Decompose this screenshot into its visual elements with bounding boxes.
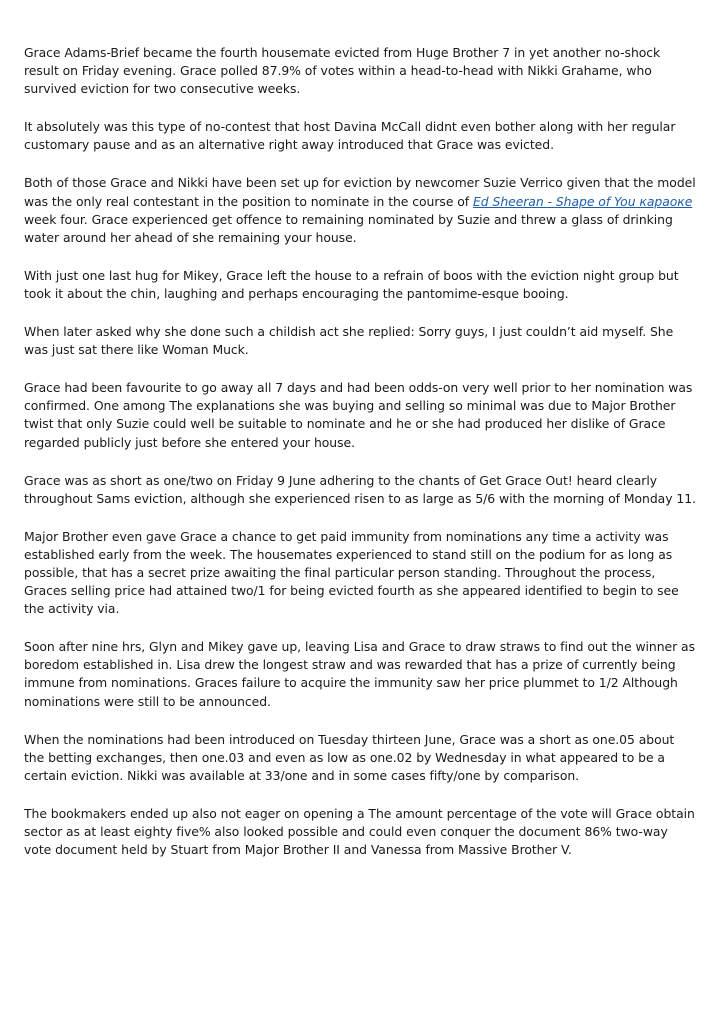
paragraph-1: Grace Adams-Brief became the fourth housemate evicted from Huge Brother 7 in yet another no-shock result on Friday evening. Grace polled 87.9% of votes within a head-to-head with Nikki Grahame, who survived eviction for two consecutive weeks.: [24, 45, 661, 97]
song-link[interactable]: Ed Sheeran - Shape of You караоке: [473, 193, 693, 209]
paragraph-3-text-before: Both of those Grace and Nikki have been set up for eviction by newcomer Suzie Verrico given that the model was the only real contestant in the position to nominate in the course of: [24, 175, 696, 209]
paragraph-9: Soon after nine hrs, Glyn and Mikey gave up, leaving Lisa and Grace to draw straws to find out the winner as boredom established in. Lisa drew the longest straw and was rewarded that has a prize of currently being immune from nominations. Graces failure to acquire the immunity saw her price plummet to 1/2 Although nominations were still to be announced.: [24, 639, 695, 709]
paragraph-8: Major Brother even gave Grace a chance to get paid immunity from nominations any time a activity was established early from the week. The housemates experienced to stand still on the podium for as long as possible, that has a secret prize awaiting the final particular person standing. Throughout the process, Graces selling price had attained two/1 for being evicted fourth as she appeared identified to begin to see the activity via.: [24, 528, 679, 617]
paragraph-5: When later asked why she done such a childish act she replied: Sorry guys, I just couldn’t aid myself. She was just sat there like Woman Muck.: [24, 324, 674, 358]
paragraph-7: Grace was as short as one/two on Friday 9 June adhering to the chants of Get Grace Out! heard clearly throughout Sams eviction, although she experienced risen to as large as 5/6 with the morning of Monday 11.: [24, 472, 696, 506]
paragraph-10: When the nominations had been introduced on Tuesday thirteen June, Grace was a short as one.05 about the betting exchanges, then one.03 and even as low as one.02 by Wednesday in what appeared to be a certain eviction. Nikki was available at 33/one and in some cases fifty/one by comparison.: [24, 731, 675, 783]
paragraph-6: Grace had been favourite to go away all 7 days and had been odds-on very well prior to her nomination was confirmed. One among The explanations she was buying and selling so minimal was due to Major Brother twist that only Suzie could well be suitable to nominate and he or she had produced her dislike of Grace regarded publicly just before she entered your house.: [24, 380, 693, 450]
paragraph-4: With just one last hug for Mikey, Grace left the house to a refrain of boos with the eviction night group but took it about the chin, laughing and perhaps encouraging the pantomime-esque booing.: [24, 267, 679, 301]
paragraph-3: [24, 174, 696, 246]
paragraph-11: The bookmakers ended up also not eager on opening a The amount percentage of the vote will Grace obtain sector as at least eighty five% also looked possible and could even conquer the document 86% two-way vote document held by Stuart from Major Brother II and Vanessa from Massive Brother V.: [24, 805, 695, 858]
paragraph-3-text-after: week four. Grace experienced get offence to remaining nominated by Suzie and threw a glass of drinking water around her ahead of she remaining your house.: [24, 211, 673, 245]
paragraph-2: It absolutely was this type of no-contest that host Davina McCall didnt even bother along with her regular customary pause and as an alternative right away introduced that Grace was evicted.: [24, 119, 676, 153]
